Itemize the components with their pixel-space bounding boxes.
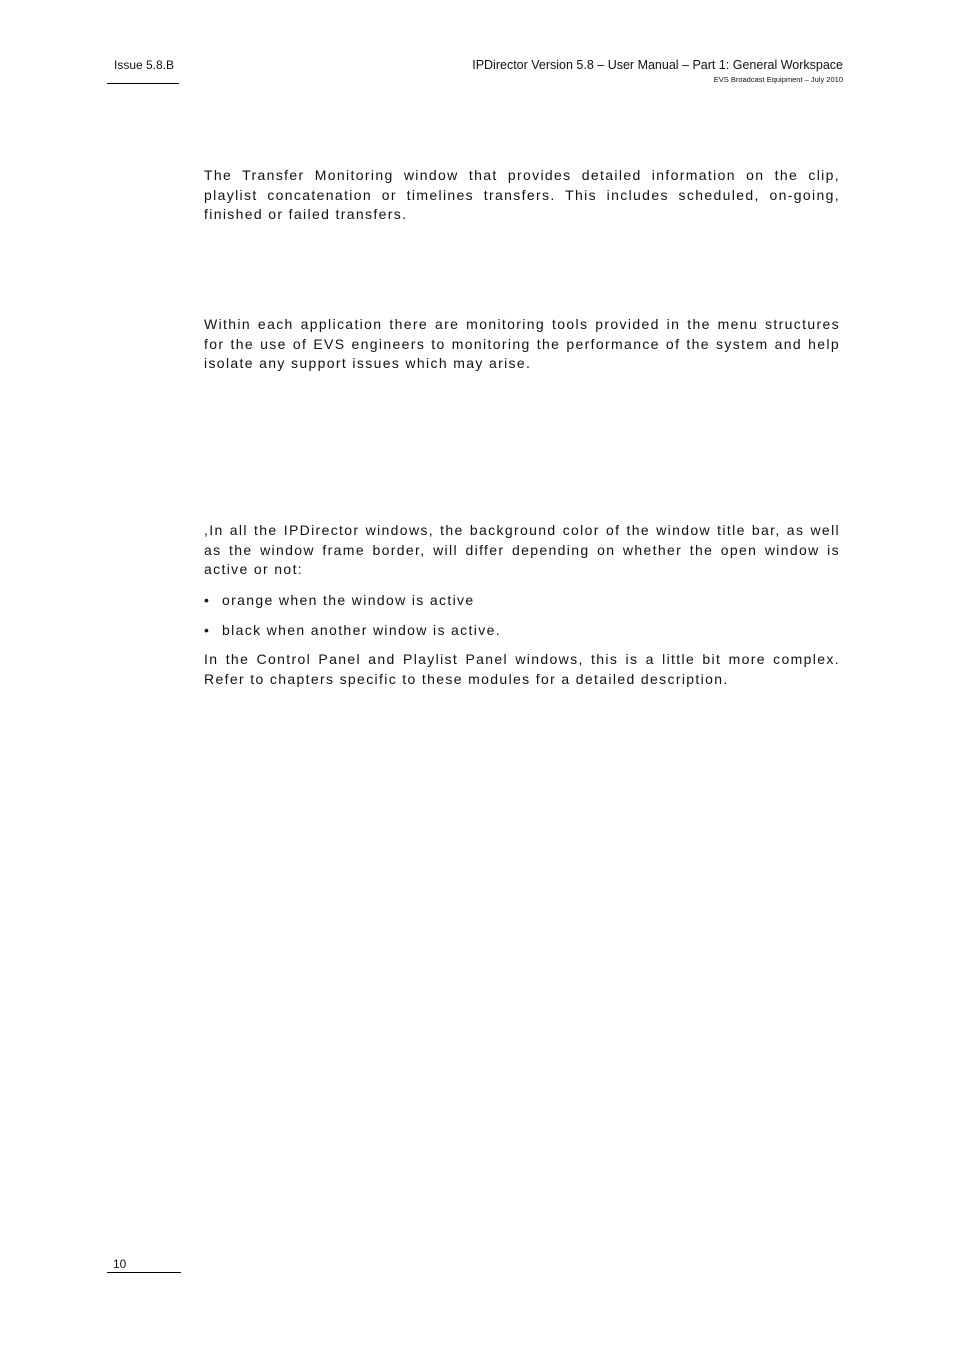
page-number: 10 bbox=[113, 1257, 127, 1271]
page-footer bbox=[107, 1256, 181, 1273]
issue-label-box bbox=[107, 57, 179, 84]
issue-label: Issue 5.8.B bbox=[114, 58, 175, 72]
paragraph-monitoring-tools: Within each application there are monitoring tools provided in the menu structures for the use of EVS engineers to monitoring the performance of the system and help isolate any support issues which may arise. bbox=[204, 316, 840, 371]
list-item bbox=[204, 621, 840, 641]
paragraph-panels: In the Control Panel and Playlist Panel windows, this is a little bit more complex. Refer to chapters specific to these modules for a detailed description. bbox=[204, 651, 840, 687]
bullet-icon: • bbox=[204, 592, 209, 608]
list-item-text: black when another window is active. bbox=[222, 622, 501, 638]
document-title: IPDirector Version 5.8 – User Manual – Part 1: General Workspace bbox=[472, 58, 843, 72]
paragraph-transfer-monitoring: The Transfer Monitoring window that provides detailed information on the clip, playlist concatenation or timelines transfers. This includes scheduled, on-going, finished or failed transfers. bbox=[204, 167, 840, 222]
bullet-icon: • bbox=[204, 622, 209, 638]
document-subtitle: EVS Broadcast Equipment – July 2010 bbox=[713, 75, 843, 84]
list-item-text: orange when the window is active bbox=[222, 592, 475, 608]
paragraph-window-colors: ,In all the IPDirector windows, the background color of the window title bar, as well as the window frame border, will differ depending on whether the open window is active or not: bbox=[204, 522, 840, 577]
list-item bbox=[204, 591, 840, 611]
